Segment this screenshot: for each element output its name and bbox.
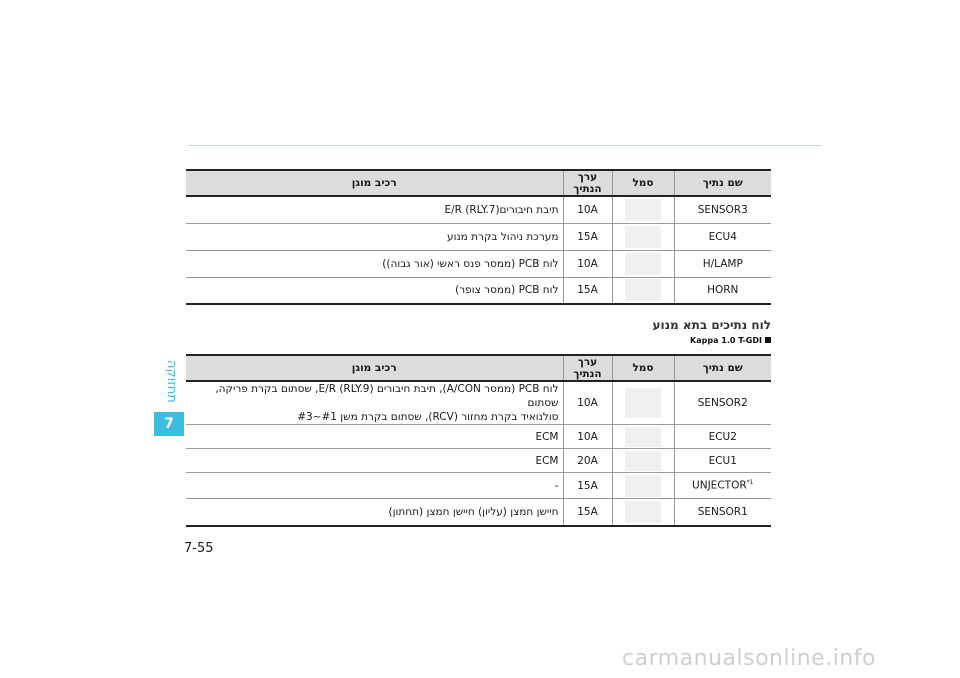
square-bullet-icon [765, 337, 771, 343]
fuse-amp: 10A [563, 250, 612, 277]
fuse-name: SENSOR2 [674, 381, 771, 425]
section-title: לוח נתיכים בתא מנוע [652, 318, 771, 332]
fuse-symbol-icon [625, 427, 661, 447]
header-component: רכיב מוגן [186, 355, 563, 381]
table-row [186, 277, 771, 304]
fuse-symbol [612, 473, 674, 499]
fuse-component: מערכת ניהול בקרת מנוע [186, 223, 563, 250]
fuse-name: SENSOR3 [674, 196, 771, 223]
fuse-amp: 15A [563, 277, 612, 304]
table-row [186, 223, 771, 250]
fuse-component: לוח PCB (ממסר פנס ראשי (אור גבוה)) [186, 250, 563, 277]
table-header-row [186, 170, 771, 196]
fuse-symbol-icon [625, 388, 661, 418]
fuse-component: תיבת חיבוריםE/R (RLY.7) [186, 196, 563, 223]
fuse-symbol-icon [625, 226, 661, 248]
fuse-name: SENSOR1 [674, 499, 771, 526]
fuse-symbol [612, 381, 674, 425]
fuse-table-2 [186, 354, 771, 527]
fuse-symbol-icon [625, 501, 661, 523]
fuse-amp: 10A [563, 196, 612, 223]
fuse-symbol [612, 449, 674, 473]
fuse-amp: 10A [563, 381, 612, 425]
footnote-marker: *1 [746, 479, 754, 487]
fuse-symbol [612, 499, 674, 526]
fuse-amp: 15A [563, 223, 612, 250]
header-symbol: סמל [612, 170, 674, 196]
page-number: 7-55 [184, 541, 214, 556]
fuse-component [186, 381, 563, 425]
fuse-symbol-icon [625, 199, 661, 221]
table-row [186, 449, 771, 473]
fuse-symbol [612, 196, 674, 223]
header-component: רכיב מוגן [186, 170, 563, 196]
fuse-symbol-icon [625, 253, 661, 275]
fuse-amp: 10A [563, 425, 612, 449]
component-line-2: סולנואיד בקרת מחזור (RCV), שסתום בקרת משן #1~#3 [297, 411, 559, 423]
header-amp: ערך הנתיך [563, 170, 612, 196]
fuse-component: לוח PCB (ממסר צופר) [186, 277, 563, 304]
fuse-table-1 [186, 169, 771, 305]
engine-label: Kappa 1.0 T-GDI [690, 336, 762, 345]
fuse-component: - [186, 473, 563, 499]
watermark: carmanualsonline.info [622, 646, 876, 671]
table-row [186, 425, 771, 449]
fuse-name: HORN [674, 277, 771, 304]
fuse-symbol-icon [625, 279, 661, 301]
fuse-name: H/LAMP [674, 250, 771, 277]
section-subtitle [690, 336, 771, 345]
header-fuse-name: שם נתיך [674, 170, 771, 196]
fuse-component: ECM [186, 449, 563, 473]
table-row [186, 473, 771, 499]
table-row [186, 499, 771, 526]
fuse-name-text: UNJECTOR [692, 479, 747, 492]
fuse-symbol [612, 277, 674, 304]
fuse-symbol [612, 223, 674, 250]
header-symbol: סמל [612, 355, 674, 381]
fuse-amp: 15A [563, 499, 612, 526]
chapter-tab: 7 [154, 412, 184, 436]
header-fuse-name: שם נתיך [674, 355, 771, 381]
chapter-side-label: תחזוקה [164, 359, 179, 403]
fuse-name [674, 473, 771, 499]
top-rule [188, 145, 822, 146]
header-amp: ערך הנתיך [563, 355, 612, 381]
fuse-name: ECU4 [674, 223, 771, 250]
fuse-amp: 15A [563, 473, 612, 499]
fuse-component: חיישן חמצן (עליון) חיישן חמצן (תחתון) [186, 499, 563, 526]
table-row [186, 196, 771, 223]
fuse-symbol-icon [625, 451, 661, 471]
fuse-symbol-icon [625, 475, 661, 497]
table-header-row [186, 355, 771, 381]
fuse-component: ECM [186, 425, 563, 449]
fuse-name: ECU2 [674, 425, 771, 449]
component-line-1: לוח PCB (ממסר A/CON), תיבת חיבורים E/R (RLY.9), שסתום בקרת פריקה, שסתום [215, 383, 559, 409]
table-row [186, 381, 771, 425]
table-row [186, 250, 771, 277]
fuse-amp: 20A [563, 449, 612, 473]
fuse-name: ECU1 [674, 449, 771, 473]
fuse-symbol [612, 425, 674, 449]
fuse-symbol [612, 250, 674, 277]
